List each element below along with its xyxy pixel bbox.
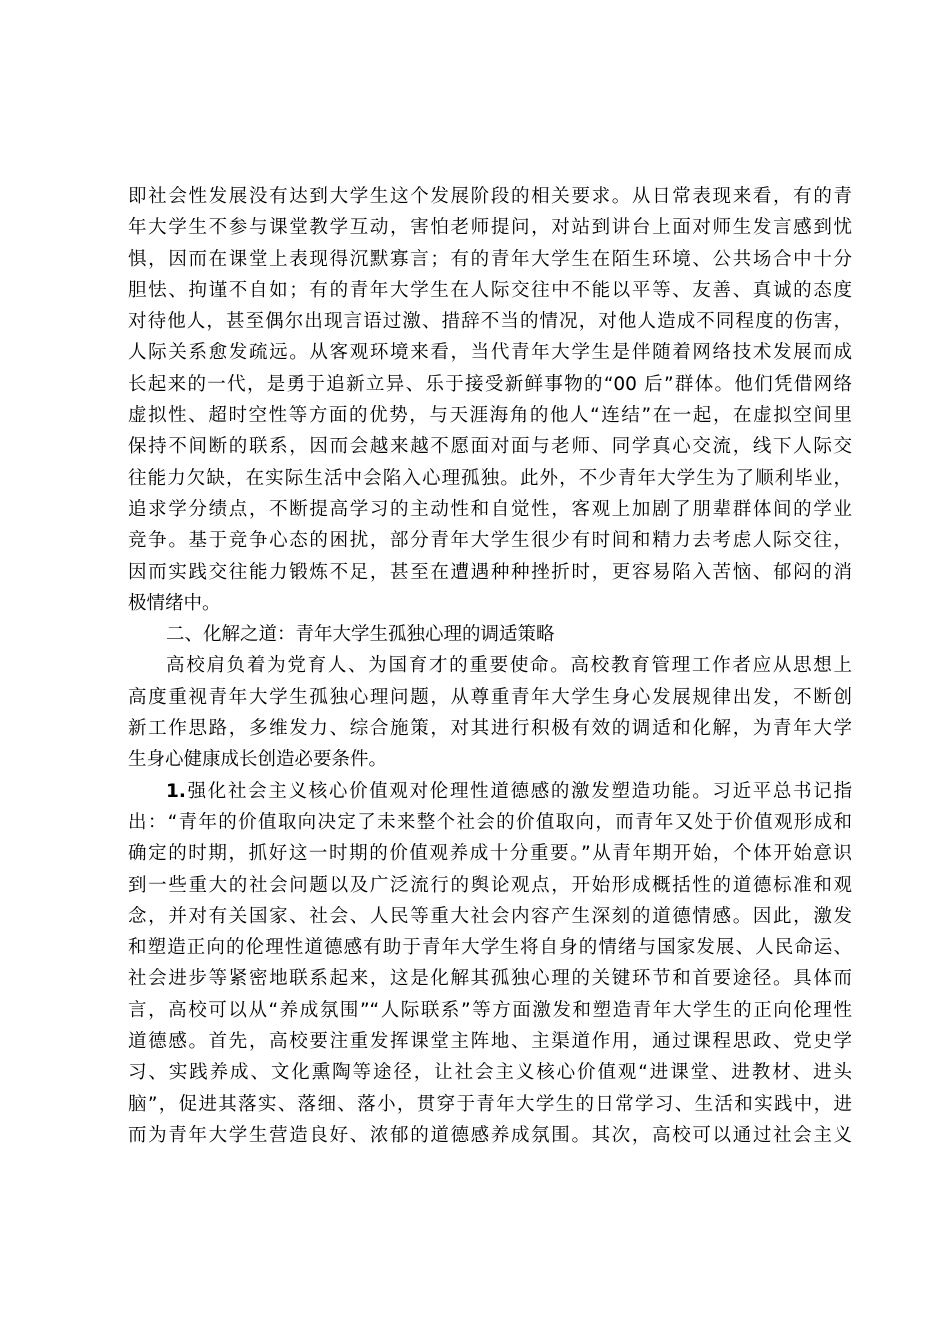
paragraph-line: 高校肩负着为党育人、为国育才的重要使命。高校教育管理工作者应从思想上 — [166, 655, 852, 677]
item-heading-text: 强化社会主义核心价值观对伦理性道德感的激发塑造功能。习近平总书记指 — [185, 780, 852, 802]
paragraph-line: 因而实践交往能力锻炼不足，甚至在遭遇种种挫折时，更容易陷入苦恼、郁闷的消 — [128, 561, 852, 583]
paragraph-line: 追求学分绩点，不断提高学习的主动性和自觉性，客观上加剧了朋辈群体间的学业 — [128, 498, 852, 520]
paragraph-line: 人际关系愈发疏远。从客观环境来看，当代青年大学生是伴随着网络技术发展而成 — [128, 342, 852, 364]
paragraph-line: 保持不间断的联系，因而会越来越不愿面对面与老师、同学真心交流，线下人际交 — [128, 436, 852, 458]
paragraph-line: 惧，因而在课堂上表现得沉默寡言；有的青年大学生在陌生环境、公共场合中十分 — [128, 248, 852, 270]
paragraph-line: 竞争。基于竞争心态的困扰，部分青年大学生很少有时间和精力去考虑人际交往， — [128, 530, 852, 552]
paragraph-3 — [128, 776, 852, 1152]
paragraph-line: 即社会性发展没有达到大学生这个发展阶段的相关要求。从日常表现来看，有的青 — [128, 186, 852, 207]
paragraph-line: 往能力欠缺，在实际生活中会陷入心理孤独。此外，不少青年大学生为了顺利毕业， — [128, 467, 852, 489]
paragraph-line: 社会进步等紧密地联系起来，这是化解其孤独心理的关键环节和首要途径。具体而 — [128, 968, 852, 990]
paragraph-line: 对待他人，甚至偶尔出现言语过激、措辞不当的情况，对他人造成不同程度的伤害， — [128, 311, 852, 333]
paragraph-line: 极情绪中。 — [128, 592, 221, 614]
paragraph-1 — [128, 181, 852, 619]
paragraph-line: 生身心健康成长创造必要条件。 — [128, 749, 388, 771]
document-page — [128, 181, 852, 1151]
paragraph-line: 确定的时期，抓好这一时期的价值观养成十分重要。”从青年期开始，个体开始意识 — [128, 843, 852, 865]
paragraph-line: 道德感。首先，高校要注重发挥课堂主阵地、主渠道作用，通过课程思政、党史学 — [128, 1031, 852, 1053]
paragraph-line: 年大学生不参与课堂教学互动，害怕老师提问，对站到讲台上面对师生发言感到忧 — [128, 217, 852, 239]
item-number: 1. — [166, 780, 186, 802]
paragraph-2 — [128, 650, 852, 775]
paragraph-line: 出：“青年的价值取向决定了未来整个社会的价值取向，而青年又处于价值观形成和 — [128, 811, 852, 833]
paragraph-first-line — [128, 776, 852, 807]
paragraph-line: 和塑造正向的伦理性道德感有助于青年大学生将自身的情绪与国家发展、人民命运、 — [128, 937, 852, 959]
paragraph-line: 高度重视青年大学生孤独心理问题，从尊重青年大学生身心发展规律出发，不断创 — [128, 686, 852, 708]
paragraph-line: 到一些重大的社会问题以及广泛流行的舆论观点，开始形成概括性的道德标准和观 — [128, 874, 852, 896]
paragraph-line: 念，并对有关国家、社会、人民等重大社会内容产生深刻的道德情感。因此，激发 — [128, 905, 852, 927]
paragraph-line: 新工作思路，多维发力、综合施策，对其进行积极有效的调适和化解，为青年大学 — [128, 718, 852, 740]
section-heading: 二、化解之道：青年大学生孤独心理的调适策略 — [166, 624, 555, 646]
paragraph-line: 脑”，促进其落实、落细、落小，贯穿于青年大学生的日常学习、生活和实践中，进 — [128, 1093, 852, 1115]
paragraph-line: 习、实践养成、文化熏陶等途径，让社会主义核心价值观“进课堂、进教材、进头 — [128, 1062, 852, 1084]
paragraph-line: 虚拟性、超时空性等方面的优势，与天涯海角的他人“连结”在一起，在虚拟空间里 — [128, 405, 852, 427]
paragraph-line: 胆怯、拘谨不自如；有的青年大学生在人际交往中不能以平等、友善、真诚的态度 — [128, 279, 852, 301]
paragraph-line: 言，高校可以从“养成氛围”“人际联系”等方面激发和塑造青年大学生的正向伦理性 — [128, 999, 852, 1021]
paragraph-line: 长起来的一代，是勇于追新立异、乐于接受新鲜事物的“00 后”群体。他们凭借网络 — [128, 373, 852, 395]
paragraph-line: 而为青年大学生营造良好、浓郁的道德感养成氛围。其次，高校可以通过社会主义 — [128, 1124, 852, 1146]
